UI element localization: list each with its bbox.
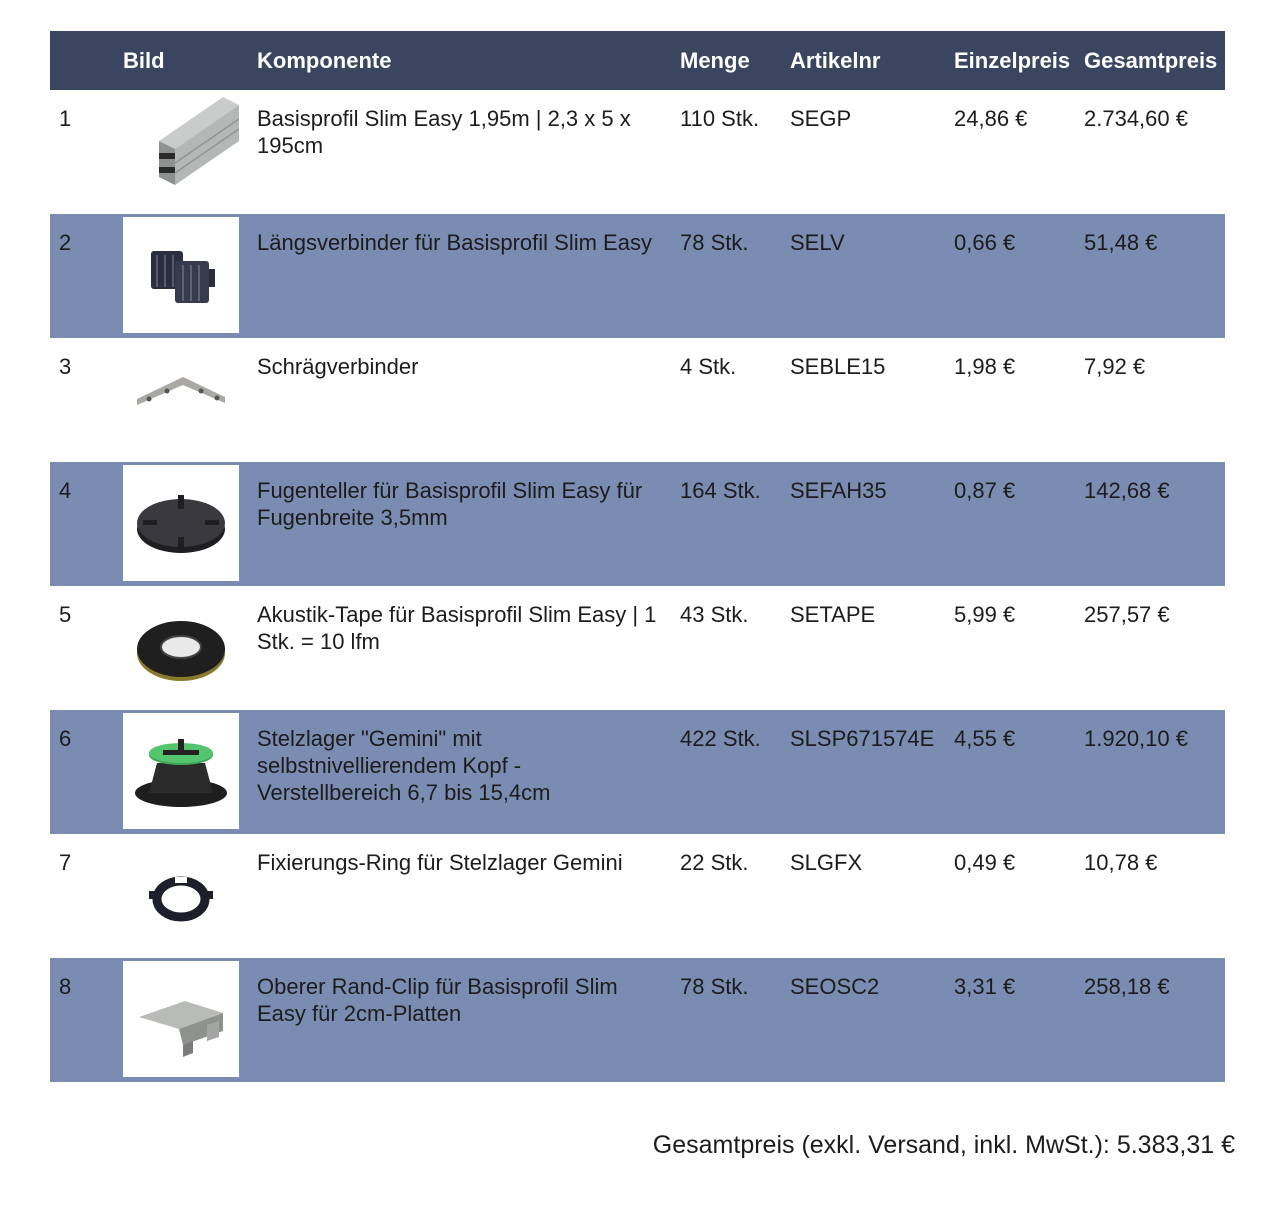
row-einzelpreis: 5,99 € (954, 602, 1016, 627)
row-einzelpreis: 4,55 € (954, 726, 1016, 751)
header-menge: Menge (680, 48, 750, 73)
row-komponente: Akustik-Tape für Basisprofil Slim Easy | 1 Stk. = 10 lfm (257, 602, 657, 654)
row-menge: 78 Stk. (680, 974, 749, 999)
row-menge: 78 Stk. (680, 230, 749, 255)
row-gesamtpreis: 2.734,60 € (1084, 106, 1188, 131)
row-gesamtpreis: 51,48 € (1084, 230, 1158, 255)
row-artikelnr: SETAPE (790, 602, 876, 627)
row-gesamtpreis: 1.920,10 € (1084, 726, 1188, 751)
table-row (50, 958, 1225, 1082)
row-einzelpreis: 0,49 € (954, 850, 1016, 875)
row-einzelpreis: 1,98 € (954, 354, 1016, 379)
row-artikelnr: SELV (790, 230, 845, 255)
table-row (50, 462, 1225, 586)
header-gesamtpreis: Gesamtpreis (1084, 48, 1218, 73)
table-row (50, 90, 1225, 214)
row-gesamtpreis: 257,57 € (1084, 602, 1170, 627)
header-komponente: Komponente (257, 48, 392, 73)
row-gesamtpreis: 142,68 € (1084, 478, 1170, 503)
row-komponente: Schrägverbinder (257, 354, 419, 379)
tape-roll-icon (123, 589, 239, 705)
row-menge: 164 Stk. (680, 478, 761, 503)
row-komponente: Oberer Rand-Clip für Basisprofil Slim Easy für 2cm-Platten (257, 974, 618, 1026)
row-menge: 422 Stk. (680, 726, 761, 751)
row-menge: 22 Stk. (680, 850, 749, 875)
row-komponente: Fixierungs-Ring für Stelzlager Gemini (257, 850, 623, 875)
row-komponente: Basisprofil Slim Easy 1,95m | 2,3 x 5 x 195cm (257, 106, 631, 158)
table-row (50, 338, 1225, 462)
row-artikelnr: SEBLE15 (790, 354, 886, 379)
aluminum-profile-icon (123, 93, 239, 209)
row-artikelnr: SEGP (790, 106, 852, 131)
header-bild: Bild (123, 48, 165, 73)
row-menge: 43 Stk. (680, 602, 749, 627)
header-einzelpreis: Einzelpreis (954, 48, 1071, 73)
row-einzelpreis: 0,66 € (954, 230, 1016, 255)
table-row (50, 834, 1225, 958)
row-einzelpreis: 0,87 € (954, 478, 1016, 503)
row-einzelpreis: 24,86 € (954, 106, 1028, 131)
fixing-ring-icon (123, 837, 239, 953)
row-number: 4 (59, 478, 72, 503)
row-gesamtpreis: 7,92 € (1084, 354, 1146, 379)
row-menge: 4 Stk. (680, 354, 737, 379)
row-gesamtpreis: 10,78 € (1084, 850, 1158, 875)
row-number: 5 (59, 602, 72, 627)
bom-table (50, 31, 1225, 1082)
row-artikelnr: SEFAH35 (790, 478, 887, 503)
row-number: 3 (59, 354, 72, 379)
row-number: 6 (59, 726, 72, 751)
pedestal-icon (123, 713, 239, 829)
table-row (50, 710, 1225, 834)
connector-icon (123, 217, 239, 333)
table-row (50, 214, 1225, 338)
row-artikelnr: SEOSC2 (790, 974, 880, 999)
row-artikelnr: SLSP671574E (790, 726, 935, 751)
row-number: 7 (59, 850, 72, 875)
row-gesamtpreis: 258,18 € (1084, 974, 1170, 999)
joint-plate-icon (123, 465, 239, 581)
row-komponente: Fugenteller für Basisprofil Slim Easy für Fugenbreite 3,5mm (257, 478, 643, 530)
row-number: 8 (59, 974, 72, 999)
row-komponente: Stelzlager "Gemini" mit selbstnivellierendem Kopf - Verstellbereich 6,7 bis 15,4cm (257, 726, 551, 805)
row-komponente: Längsverbinder für Basisprofil Slim Easy (257, 230, 652, 255)
row-artikelnr: SLGFX (790, 850, 863, 875)
edge-clip-icon (123, 961, 239, 1077)
row-einzelpreis: 3,31 € (954, 974, 1016, 999)
row-number: 1 (59, 106, 72, 131)
row-menge: 110 Stk. (680, 106, 760, 131)
table-header (50, 31, 1225, 90)
grand-total: Gesamtpreis (exkl. Versand, inkl. MwSt.): 5.383,31 € (652, 1131, 1235, 1159)
header-artikelnr: Artikelnr (790, 48, 881, 73)
row-number: 2 (59, 230, 72, 255)
table-row (50, 586, 1225, 710)
angle-bracket-icon (123, 341, 239, 457)
